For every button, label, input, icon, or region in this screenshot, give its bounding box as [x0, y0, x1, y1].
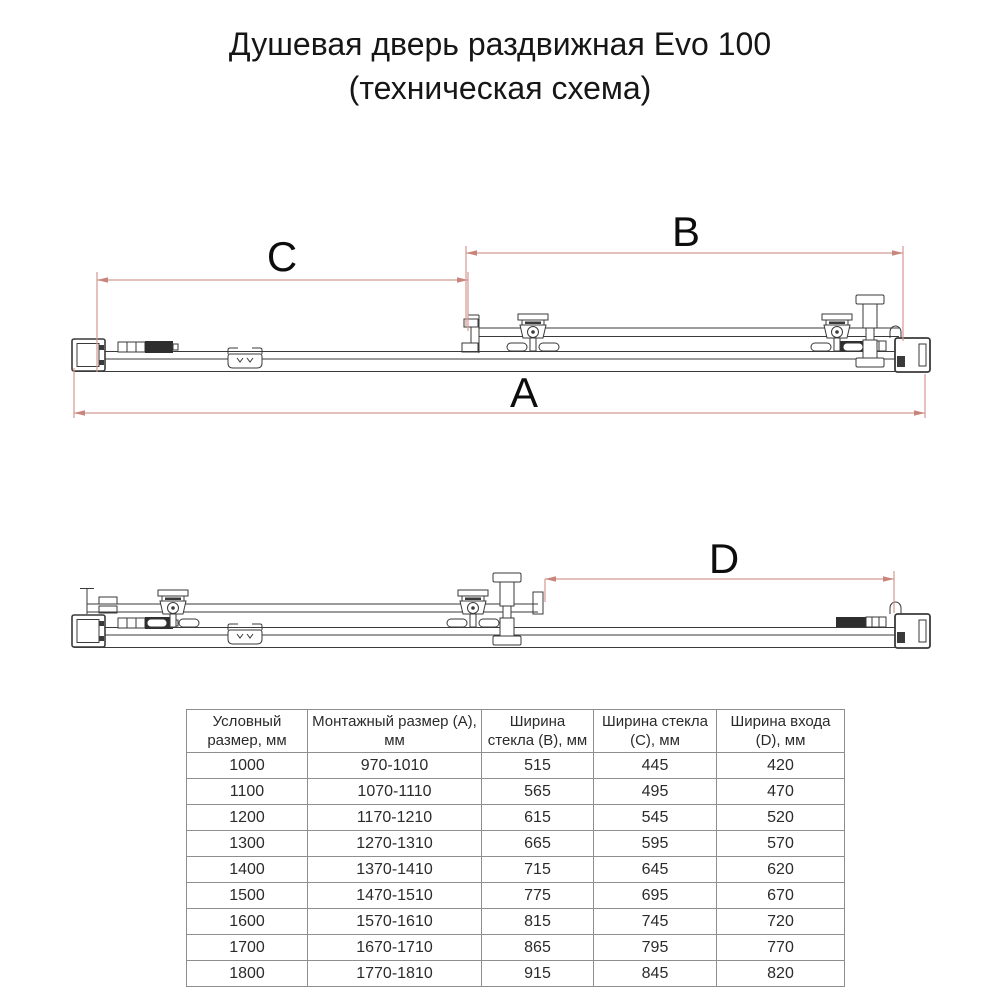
dimension-label-d: D	[708, 535, 740, 582]
dimension-D	[545, 535, 894, 613]
table-cell: 445	[594, 753, 717, 779]
table-row	[187, 779, 845, 805]
title-line-2: (техническая схема)	[348, 70, 652, 106]
table-row	[187, 831, 845, 857]
wall-profile-left	[72, 339, 105, 371]
table-cell: 1200	[187, 805, 308, 831]
roller-carriage	[811, 314, 863, 351]
handle-strip	[118, 341, 178, 353]
col-header-mount-size-a: Монтажный размер (А), мм	[308, 710, 482, 753]
table-row	[187, 857, 845, 883]
table-cell: 1600	[187, 909, 308, 935]
table-cell: 1500	[187, 883, 308, 909]
table-cell: 1700	[187, 935, 308, 961]
table-cell: 715	[482, 857, 594, 883]
table-cell: 515	[482, 753, 594, 779]
table-cell: 720	[717, 909, 845, 935]
table-row	[187, 805, 845, 831]
col-header-entry-width-d: Ширина входа (D), мм	[717, 710, 845, 753]
table-cell: 1170-1210	[308, 805, 482, 831]
table-row	[187, 753, 845, 779]
dimension-A	[74, 368, 925, 418]
size-table	[186, 709, 845, 987]
wall-profile-right	[890, 602, 930, 648]
table-cell: 745	[594, 909, 717, 935]
table-cell: 695	[594, 883, 717, 909]
table-cell: 615	[482, 805, 594, 831]
table-cell: 775	[482, 883, 594, 909]
dimension-label-b: B	[671, 208, 701, 255]
table-cell: 815	[482, 909, 594, 935]
roller-carriage	[507, 314, 559, 351]
table-cell: 665	[482, 831, 594, 857]
table-cell: 1070-1110	[308, 779, 482, 805]
table-cell: 565	[482, 779, 594, 805]
roller-carriage	[447, 590, 499, 627]
table-cell: 620	[717, 857, 845, 883]
table-cell: 670	[717, 883, 845, 909]
wall-profile-left	[72, 615, 105, 647]
door-knob	[856, 295, 884, 367]
table-cell: 820	[717, 961, 845, 987]
table-cell: 520	[717, 805, 845, 831]
table-cell: 1100	[187, 779, 308, 805]
col-header-glass-width-c: Ширина стекла (C), мм	[594, 710, 717, 753]
table-row	[187, 961, 845, 987]
table-cell: 795	[594, 935, 717, 961]
magnet-strip	[836, 617, 886, 627]
drawing-closed-position	[72, 573, 930, 648]
table-cell: 645	[594, 857, 717, 883]
table-cell: 1370-1410	[308, 857, 482, 883]
table-row	[187, 909, 845, 935]
table-cell: 595	[594, 831, 717, 857]
drawing-open-position	[72, 295, 930, 372]
table-cell: 545	[594, 805, 717, 831]
roller-carriage	[147, 590, 199, 627]
table-cell: 1300	[187, 831, 308, 857]
table-cell: 420	[717, 753, 845, 779]
table-cell: 1800	[187, 961, 308, 987]
size-table-body	[187, 753, 845, 987]
door-knob	[493, 573, 521, 645]
table-cell: 845	[594, 961, 717, 987]
table-row	[187, 883, 845, 909]
table-cell: 1570-1610	[308, 909, 482, 935]
table-cell: 915	[482, 961, 594, 987]
col-header-glass-width-b: Ширина стекла (B), мм	[482, 710, 594, 753]
size-table-container	[186, 709, 845, 987]
wall-profile-right	[890, 326, 930, 372]
table-row	[187, 935, 845, 961]
col-header-nominal-size: Условный размер, мм	[187, 710, 308, 753]
table-cell: 1770-1810	[308, 961, 482, 987]
table-header-row	[187, 710, 845, 753]
table-cell: 470	[717, 779, 845, 805]
dimension-label-c: C	[266, 233, 298, 280]
table-cell: 1270-1310	[308, 831, 482, 857]
table-cell: 970-1010	[308, 753, 482, 779]
table-cell: 1470-1510	[308, 883, 482, 909]
table-cell: 865	[482, 935, 594, 961]
table-cell: 770	[717, 935, 845, 961]
title-line-1: Душевая дверь раздвижная Evo 100	[228, 26, 772, 62]
table-cell: 570	[717, 831, 845, 857]
table-cell: 1000	[187, 753, 308, 779]
table-cell: 1400	[187, 857, 308, 883]
dimension-label-a: A	[509, 369, 539, 416]
table-cell: 1670-1710	[308, 935, 482, 961]
table-cell: 495	[594, 779, 717, 805]
